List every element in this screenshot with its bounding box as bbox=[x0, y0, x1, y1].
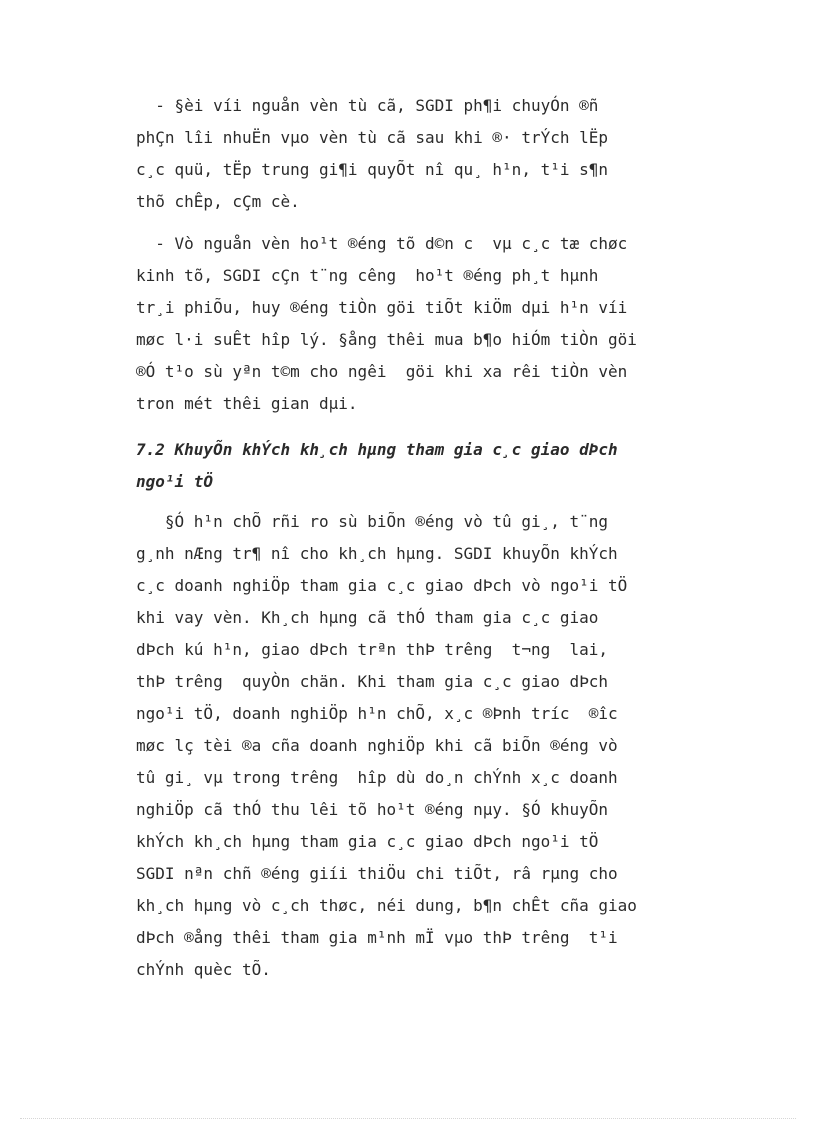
paragraph-2-line: tr¸i phiÕu, huy ®éng tiÒn göi tiÕt kiÖm dµi h¹n víi bbox=[136, 298, 628, 317]
paragraph-3-line: nghiÖp cã thÓ thu lêi tõ ho¹t ®éng nµy. §Ó khuyÕn bbox=[136, 800, 609, 819]
paragraph-3-line: chÝnh quèc tÕ. bbox=[136, 960, 271, 979]
paragraph-3-line: kh¸ch hµng vò c¸ch thøc, néi dung, b¶n chÊt cña giao bbox=[136, 896, 637, 915]
paragraph-2-line: ®Ó t¹o sù yªn t©m cho ngêi göi khi xa rêi tiÒn vèn bbox=[136, 362, 628, 381]
paragraph-3-line: khÝch kh¸ch hµng tham gia c¸c giao dÞch ngo¹i tÖ bbox=[136, 832, 599, 851]
section-heading: ngo¹i tÖ bbox=[136, 472, 214, 491]
paragraph-3-line: dÞch kú h¹n, giao dÞch trªn thÞ trêng t¬ng lai, bbox=[136, 640, 609, 659]
paragraph-3-line: dÞch ®ång thêi tham gia m¹nh mÏ vµo thÞ trêng t¹i bbox=[136, 928, 618, 947]
paragraph-3-line: tû gi¸ vµ trong trêng hîp dù do¸n chÝnh x¸c doanh bbox=[136, 768, 618, 787]
paragraph-3-line: møc lç tèi ®a cña doanh nghiÖp khi cã biÕn ®éng vò bbox=[136, 736, 618, 755]
paragraph-1-line: - §èi víi nguån vèn tù cã, SGDI ph¶i chuyÓn ®ñ bbox=[136, 96, 599, 115]
paragraph-1-line: thõ chÊp, cÇm cè. bbox=[136, 192, 300, 211]
section-heading: 7.2 KhuyÕn khÝch kh¸ch hµng tham gia c¸c giao dÞch bbox=[136, 440, 618, 459]
paragraph-2-line: - Vò nguån vèn ho¹t ®éng tõ d©n c vµ c¸c tæ chøc bbox=[136, 234, 628, 253]
paragraph-3-line: §Ó h¹n chÕ rñi ro sù biÕn ®éng vò tû gi¸, t¨ng bbox=[136, 512, 609, 531]
page-bottom-divider bbox=[20, 1118, 796, 1119]
paragraph-3-line: g¸nh nÆng tr¶ nî cho kh¸ch hµng. SGDI khuyÕn khÝch bbox=[136, 544, 618, 563]
paragraph-3-line: ngo¹i tÖ, doanh nghiÖp h¹n chÕ, x¸c ®Þnh tríc ®îc bbox=[136, 704, 618, 723]
paragraph-1-line: phÇn lîi nhuËn vµo vèn tù cã sau khi ®· trÝch lËp bbox=[136, 128, 609, 147]
paragraph-3-line: thÞ trêng quyÒn chän. Khi tham gia c¸c giao dÞch bbox=[136, 672, 609, 691]
paragraph-3-line: khi vay vèn. Kh¸ch hµng cã thÓ tham gia c¸c giao bbox=[136, 608, 599, 627]
paragraph-1-line: c¸c quü, tËp trung gi¶i quyÕt nî qu¸ h¹n, t¹i s¶n bbox=[136, 160, 609, 179]
paragraph-3-line: c¸c doanh nghiÖp tham gia c¸c giao dÞch vò ngo¹i tÖ bbox=[136, 576, 628, 595]
paragraph-2-line: møc l·i suÊt hîp lý. §ång thêi mua b¶o hiÓm tiÒn göi bbox=[136, 330, 637, 349]
paragraph-2-line: kinh tõ, SGDI cÇn t¨ng cêng ho¹t ®éng ph¸t hµnh bbox=[136, 266, 599, 285]
paragraph-3-line: SGDI nªn chñ ®éng giíi thiÖu chi tiÕt, râ rµng cho bbox=[136, 864, 618, 883]
paragraph-2-line: tron mét thêi gian dµi. bbox=[136, 394, 358, 413]
